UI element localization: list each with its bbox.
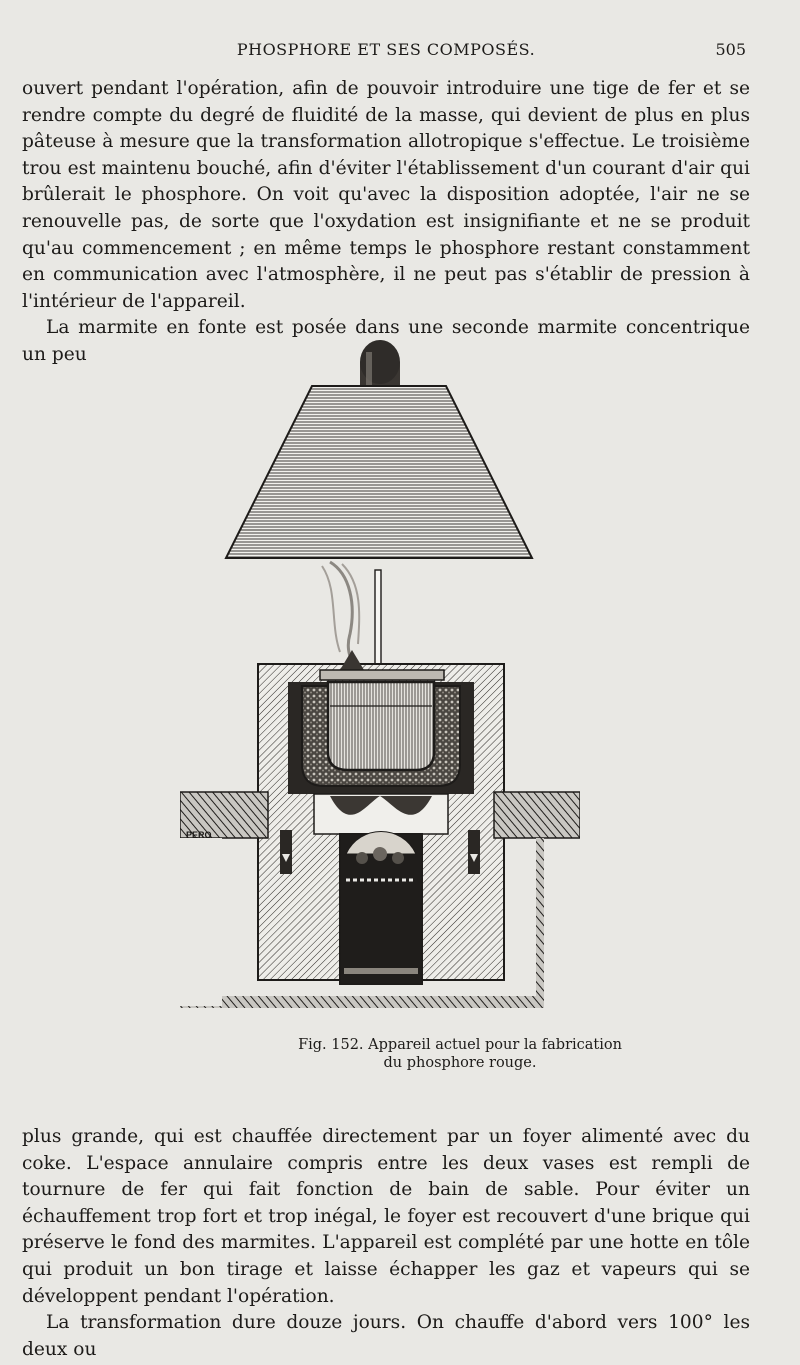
page-header bbox=[22, 40, 750, 66]
running-title: PHOSPHORE ET SES COMPOSÉS. bbox=[236, 40, 536, 59]
caption-line-2: du phosphore rouge. bbox=[383, 1055, 537, 1071]
body-text-bottom bbox=[22, 1124, 750, 1363]
figure-caption bbox=[180, 1036, 740, 1072]
paragraph-continued: ouvert pendant l'opération, afin de pouvoir introduire une tige de fer et se rendre compte du degré de fluidité de la masse, qui devient de plus en plus pâteuse à mesure que la transformation allotropique s'effectue. Le troisième trou est maintenu bouché, afin d'éviter l'établissement d'un courant d'air qui brûlerait le phosphore. On voit qu'avec la disposition adoptée, l'air ne se renouvelle pas, de sorte que l'oxydation est insignifiante et ne se produit qu'au commencement ; en même temps le phosphore restant constamment en communication avec l'atmosphère, il ne peut pas s'établir de pression à l'intérieur de l'appareil. bbox=[22, 78, 750, 312]
page-number: 505 bbox=[715, 40, 746, 59]
paragraph-foyer: plus grande, qui est chauffée directement par un foyer alimenté avec du coke. L'espace annulaire compris entre les deux vases est rempli de tournure de fer qui fait fonction de bain de sable. Pour éviter un échauffement trop fort et trop inégal, le foyer est recouvert d'une brique qui préserve le fond des marmites. L'appareil est complété par une hotte en tôle qui produit un bon tirage et laisse échapper les gaz et vapeurs qui se développent pendant l'opération. bbox=[22, 1126, 750, 1307]
body-text-top bbox=[22, 76, 750, 369]
hood-knob bbox=[360, 340, 400, 390]
engraved-label: PERO bbox=[186, 830, 212, 840]
paragraph-marmite: La marmite en fonte est posée dans une seconde marmite concentrique un peu bbox=[22, 317, 750, 365]
caption-line-1: Fig. 152. Appareil actuel pour la fabrication bbox=[298, 1037, 622, 1053]
furnace-engraving bbox=[180, 334, 580, 1010]
sheet-metal-hood bbox=[226, 386, 532, 558]
paragraph-transformation: La transformation dure douze jours. On chauffe d'abord vers 100° les deux ou bbox=[22, 1312, 750, 1360]
